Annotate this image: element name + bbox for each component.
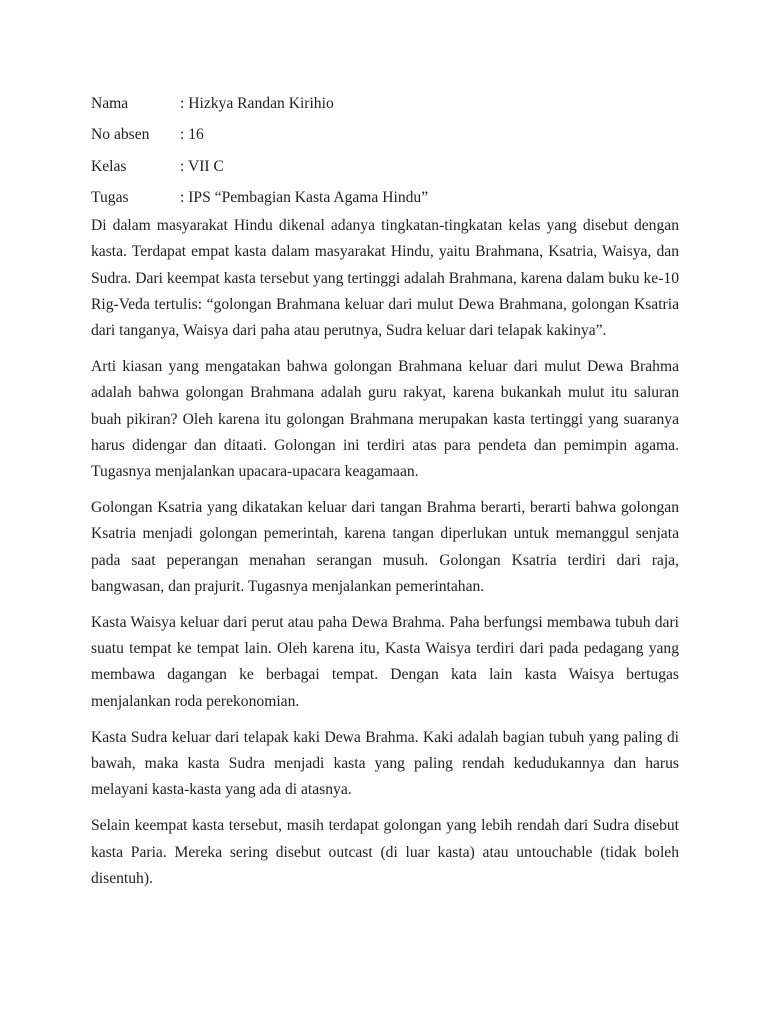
- class-value: : VII C: [180, 157, 224, 175]
- document-page: [91, 94, 679, 902]
- absen-value: : 16: [180, 126, 204, 144]
- assignment-label: Tugas: [91, 188, 129, 206]
- paragraph-ksatria: Golongan Ksatria yang dikatakan keluar dari tangan Brahma berarti, berarti bahwa golongan Ksatria menjadi golongan pemerintah, karena tangan diperlukan untuk memanggul senjata pada saat peperangan menahan serangan musuh. Golongan Ksatria terdiri dari raja, bangwasan, dan prajurit. Tugasnya menjalankan pemerintahan.: [91, 499, 679, 595]
- class-row: [91, 157, 679, 177]
- paragraph-paria: Selain keempat kasta tersebut, masih terdapat golongan yang lebih rendah dari Sudra disebut kasta Paria. Mereka sering disebut outcast (di luar kasta) atau untouchable (tidak boleh disentuh).: [91, 817, 679, 887]
- assignment-value: : IPS “Pembagian Kasta Agama Hindu”: [180, 188, 429, 206]
- paragraph-waisya: Kasta Waisya keluar dari perut atau paha Dewa Brahma. Paha berfungsi membawa tubuh dari suatu tempat ke tempat lain. Oleh karena itu, Kasta Waisya terdiri dari pada pedagang yang membawa dagangan ke berbagai tempat. Dengan kata lain kasta Waisya bertugas menjalankan roda perekonomian.: [91, 614, 679, 710]
- name-label: Nama: [91, 95, 129, 112]
- absen-row: [91, 125, 679, 145]
- name-row: [91, 94, 679, 114]
- assignment-row: [91, 188, 679, 208]
- absen-label: No absen: [91, 126, 150, 144]
- paragraph-brahmana: Arti kiasan yang mengatakan bahwa golongan Brahmana keluar dari mulut Dewa Brahma adalah bahwa golongan Brahmana adalah guru rakyat, karena bukankah mulut itu saluran buah pikiran? Oleh karena itu golongan Brahmana merupakan kasta tertinggi yang suaranya harus didengar dan ditaati. Golongan ini terdiri atas para pendeta dan pemimpin agama. Tugasnya menjalankan upacara-upacara keagamaan.: [91, 358, 679, 481]
- paragraph-intro: Di dalam masyarakat Hindu dikenal adanya tingkatan-tingkatan kelas yang disebut dengan kasta. Terdapat empat kasta dalam masyarakat Hindu, yaitu Brahmana, Ksatria, Waisya, dan Sudra. Dari keempat kasta tersebut yang tertinggi adalah Brahmana, karena dalam buku ke-10 Rig-Veda tertulis: “golongan Brahmana keluar dari mulut Dewa Brahmana, golongan Ksatria dari tanganya, Waisya dari paha atau perutnya, Sudra keluar dari telapak kakinya”.: [91, 217, 679, 339]
- paragraph-sudra: Kasta Sudra keluar dari telapak kaki Dewa Brahma. Kaki adalah bagian tubuh yang paling di bawah, maka kasta Sudra menjadi kasta yang paling rendah kedudukannya dan harus melayani kasta-kasta yang ada di atasnya.: [91, 728, 679, 799]
- class-label: Kelas: [91, 157, 127, 175]
- name-value: : Hizkya Randan Kirihio: [180, 95, 334, 112]
